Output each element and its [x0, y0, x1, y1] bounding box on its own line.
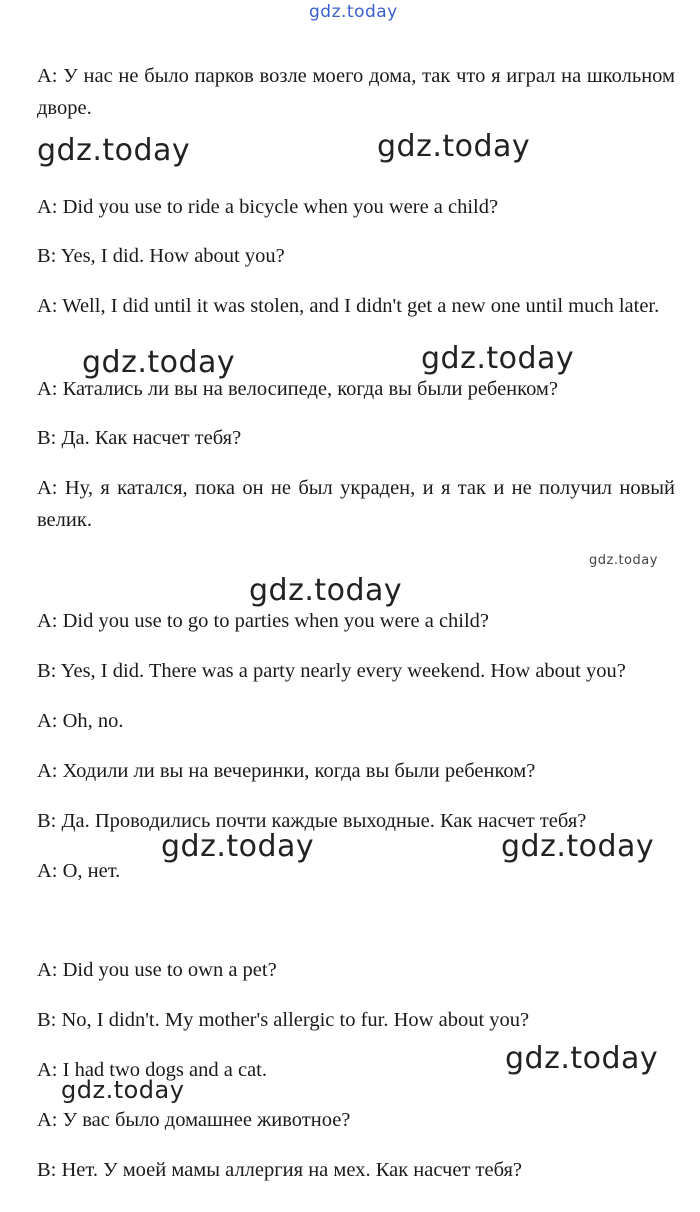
- dialogue-line: B: No, I didn't. My mother's allergic to fur. How about you?: [37, 1009, 530, 1031]
- watermark-small: gdz.today: [589, 553, 658, 568]
- watermark-top: gdz.today: [309, 2, 398, 22]
- dialogue-line: A: Катались ли вы на велосипеде, когда вы были ребенком?: [37, 378, 558, 400]
- watermark: gdz.today: [421, 341, 575, 376]
- watermark: gdz.today: [161, 829, 315, 864]
- watermark: gdz.today: [61, 1076, 185, 1104]
- dialogue-line: B: Да. Проводились почти каждые выходные. Как насчет тебя?: [37, 810, 587, 832]
- dialogue-line: A: I had two dogs and a cat.: [37, 1059, 267, 1081]
- dialogue-line: A: У нас не было парков возле моего дома, так что я играл на школьном дворе.: [37, 65, 675, 119]
- dialogue-line: A: Oh, no.: [37, 710, 124, 732]
- dialogue-line: A: О, нет.: [37, 860, 121, 882]
- dialogue-line: B: Нет. У моей мамы аллергия на мех. Как насчет тебя?: [37, 1159, 523, 1181]
- watermark: gdz.today: [501, 829, 655, 864]
- watermark: gdz.today: [249, 573, 403, 608]
- dialogue-line: B: Да. Как насчет тебя?: [37, 427, 242, 449]
- dialogue-line: A: Did you use to go to parties when you were a child?: [37, 610, 490, 632]
- dialogue-line: A: Did you use to own a pet?: [37, 959, 277, 981]
- dialogue-line: A: Well, I did until it was stolen, and I didn't get a new one until much later.: [37, 295, 660, 317]
- dialogue-line: B: Yes, I did. There was a party nearly every weekend. How about you?: [37, 660, 626, 682]
- dialogue-line: B: Yes, I did. How about you?: [37, 245, 285, 267]
- dialogue-line: A: Ходили ли вы на вечеринки, когда вы были ребенком?: [37, 760, 536, 782]
- dialogue-line: A: У вас было домашнее животное?: [37, 1109, 351, 1131]
- dialogue-line: A: Did you use to ride a bicycle when you were a child?: [37, 196, 499, 218]
- watermark: gdz.today: [37, 133, 191, 168]
- watermark: gdz.today: [82, 345, 236, 380]
- dialogue-line: A: Ну, я катался, пока он не был украден, и я так и не получил новый велик.: [37, 477, 675, 531]
- watermark: gdz.today: [377, 129, 531, 164]
- watermark: gdz.today: [505, 1041, 659, 1076]
